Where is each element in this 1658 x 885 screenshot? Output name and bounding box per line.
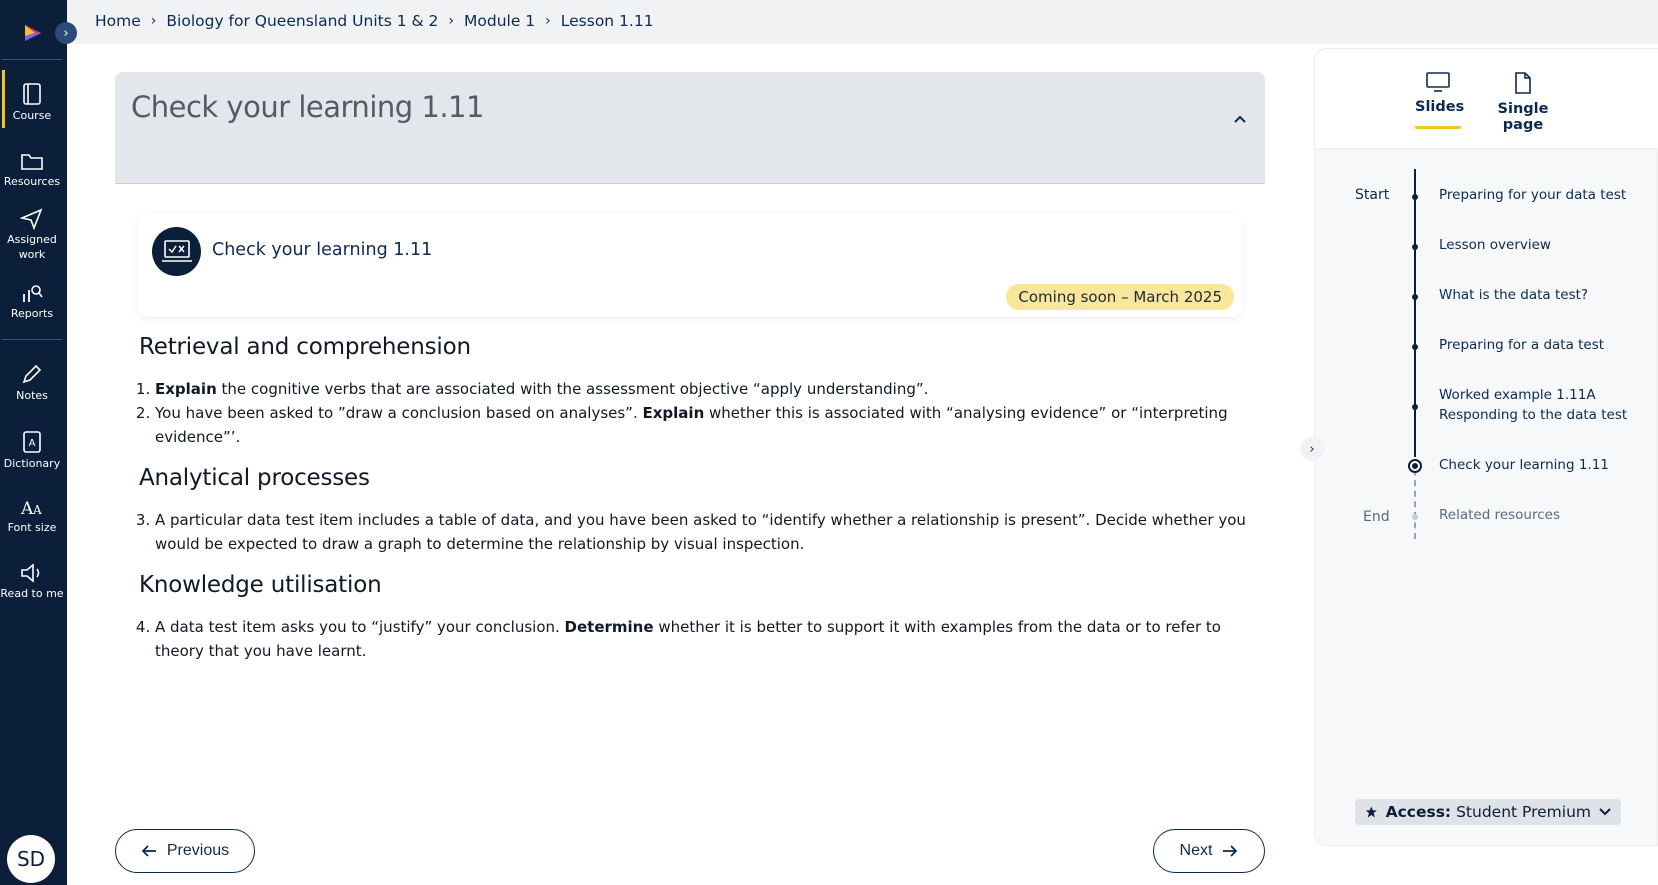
next-button[interactable] xyxy=(1153,829,1265,873)
nav-item-label: Course xyxy=(12,109,52,122)
timeline-item[interactable]: Lesson overview xyxy=(1439,237,1551,253)
nav-item-reports[interactable] xyxy=(0,282,64,321)
timeline-item[interactable]: What is the data test? xyxy=(1439,287,1589,303)
timeline-dot xyxy=(1412,404,1418,410)
chevron-right-icon: › xyxy=(545,13,551,29)
dictionary-icon xyxy=(21,430,43,454)
timeline-line xyxy=(1414,169,1416,457)
view-tabs xyxy=(1315,49,1658,149)
breadcrumb-course[interactable]: Biology for Queensland Units 1 & 2 xyxy=(166,12,439,30)
timeline-dot xyxy=(1412,344,1418,350)
book-icon xyxy=(21,82,43,106)
nav-item-label: Font size xyxy=(7,521,57,534)
timeline-item[interactable]: Related resources xyxy=(1439,507,1560,523)
question-item: 2. You have been asked to ”draw a conclusion based on analyses”. Explain whether this is associated with “analysing evidence” or “interpreting evidence”’. xyxy=(155,401,1249,449)
arrow-left-icon xyxy=(141,844,157,858)
timeline-dot xyxy=(1412,514,1418,520)
breadcrumb xyxy=(95,12,654,30)
timeline-item[interactable]: Preparing for a data test xyxy=(1439,337,1605,353)
nav-item-course[interactable] xyxy=(0,82,64,123)
section-heading: Analytical processes xyxy=(139,465,370,491)
font-size-icon xyxy=(19,496,45,518)
timeline-dot xyxy=(1412,244,1418,250)
section-heading: Knowledge utilisation xyxy=(139,572,382,598)
access-dropdown[interactable] xyxy=(1355,799,1621,825)
next-label: Next xyxy=(1179,842,1213,859)
nav-divider xyxy=(2,339,62,340)
access-label: Access: xyxy=(1385,803,1452,821)
timeline-item[interactable]: Preparing for your data test xyxy=(1439,187,1627,203)
question-item: 3. A particular data test item includes a table of data, and you have been asked to “identify whether a relationship is present”. Decide whether you would be expected to draw a graph to determine the relationship by visual inspection. xyxy=(155,508,1249,556)
timeline-start-label: Start xyxy=(1355,187,1390,203)
nav-item-label: Read to me xyxy=(0,587,64,600)
svg-text:A: A xyxy=(33,503,42,517)
chevron-right-icon: › xyxy=(150,13,157,29)
access-value: Student Premium xyxy=(1456,803,1591,821)
document-icon xyxy=(1513,71,1533,95)
nav-item-label: Notes xyxy=(16,389,48,402)
question-list xyxy=(139,377,1249,449)
page-title: Check your learning 1.11 xyxy=(131,90,484,124)
timeline-item-title: Worked example 1.11A xyxy=(1439,387,1596,403)
nav-divider xyxy=(2,59,62,60)
activity-title: Check your learning 1.11 xyxy=(212,240,433,260)
side-navigation xyxy=(0,0,67,885)
timeline-item[interactable] xyxy=(1439,385,1627,425)
tab-slides[interactable] xyxy=(1415,71,1465,115)
nav-item-label: Assigned work xyxy=(7,233,57,261)
lesson-header xyxy=(115,72,1265,184)
timeline-end-label: End xyxy=(1363,509,1390,525)
nav-item-dictionary[interactable] xyxy=(0,430,64,471)
star-icon xyxy=(1365,804,1378,820)
arrow-right-icon xyxy=(1222,844,1238,858)
pencil-icon xyxy=(20,364,44,386)
previous-button[interactable] xyxy=(115,829,255,873)
timeline-item-subtitle: Responding to the data test xyxy=(1439,407,1628,423)
chevron-right-icon: › xyxy=(63,25,69,41)
send-icon xyxy=(20,208,44,230)
breadcrumb-module[interactable]: Module 1 xyxy=(464,12,536,30)
tab-single-page[interactable] xyxy=(1485,71,1561,133)
chevron-right-icon: › xyxy=(448,13,454,29)
laptop-check-icon xyxy=(152,227,201,276)
timeline-dot xyxy=(1412,294,1418,300)
nav-item-resources[interactable] xyxy=(0,150,64,189)
question-item: 4. A data test item asks you to “justify” your conclusion. Determine whether it is better to support it with examples from the data or to refer to theory that you have learnt. xyxy=(155,615,1249,663)
speaker-icon xyxy=(19,562,45,584)
expand-nav-button[interactable] xyxy=(55,22,77,44)
nav-item-assigned-work[interactable] xyxy=(0,208,64,262)
monitor-icon xyxy=(1425,71,1451,93)
lesson-navigator-panel xyxy=(1314,48,1658,846)
tab-label: Single page xyxy=(1497,101,1549,133)
timeline-dot xyxy=(1412,194,1418,200)
status-badge: Coming soon – March 2025 xyxy=(1006,284,1234,310)
nav-item-font-size[interactable] xyxy=(0,496,64,535)
tab-label: Slides xyxy=(1415,99,1465,115)
section-heading: Retrieval and comprehension xyxy=(139,334,471,360)
svg-text:A: A xyxy=(28,438,36,449)
timeline-item-current[interactable]: Check your learning 1.11 xyxy=(1439,457,1609,473)
nav-item-label: Resources xyxy=(3,175,61,188)
question-list xyxy=(139,615,1249,663)
app-logo-icon[interactable] xyxy=(22,22,44,44)
svg-text:A: A xyxy=(21,499,34,518)
chevron-right-icon: › xyxy=(1309,441,1315,457)
previous-label: Previous xyxy=(166,842,230,859)
question-item: 1. Explain the cognitive verbs that are associated with the assessment objective “apply understanding”. xyxy=(155,377,1249,401)
nav-item-notes[interactable] xyxy=(0,364,64,403)
question-list xyxy=(139,508,1249,556)
top-bar xyxy=(67,0,1658,44)
collapse-panel-button[interactable] xyxy=(1300,437,1324,461)
nav-item-label: Reports xyxy=(10,307,54,320)
breadcrumb-lesson[interactable]: Lesson 1.11 xyxy=(560,12,654,30)
timeline-current-marker xyxy=(1408,459,1422,473)
nav-item-label: Dictionary xyxy=(3,457,61,470)
activity-card[interactable] xyxy=(138,213,1242,317)
avatar[interactable]: SD xyxy=(7,835,55,883)
chevron-up-icon[interactable] xyxy=(1233,112,1247,128)
reports-icon xyxy=(20,282,44,304)
breadcrumb-home[interactable]: Home xyxy=(95,12,141,30)
nav-item-read-to-me[interactable] xyxy=(0,562,64,601)
chevron-down-icon xyxy=(1599,805,1611,819)
folder-icon xyxy=(20,150,44,172)
lesson-content xyxy=(139,334,1249,679)
